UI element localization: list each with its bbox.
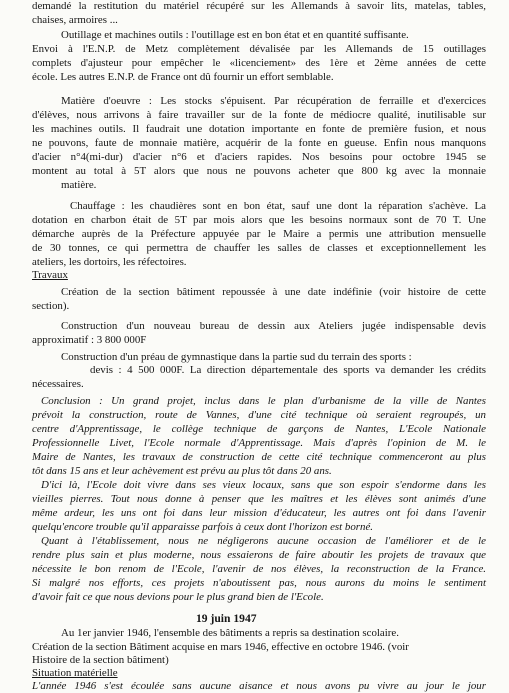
text-line: Professionnelle Livet, l'Ecole normale d'Apprentissage. Mais d'après l'opinion de M. le (32, 437, 486, 449)
text-line: approximatif : 3 800 000F (32, 334, 147, 346)
text-line: ne pouvons, faute de monnaie matière, acquérir de la fonte en gueuse. Enfin nous manquons (32, 137, 486, 149)
text-line: Quant à l'établissement, nous ne négligerons aucune occasion de l'améliorer et de le (41, 535, 486, 547)
text-line: Création de la section bâtiment repoussée à une date indéfinie (voir histoire de cette (61, 286, 486, 298)
text-line: Envoi à l'E.N.P. de Metz complètement dévalisée par les Allemands de 15 outillages (32, 43, 486, 55)
date-heading: 19 juin 1947 (196, 612, 257, 625)
text-line: Chauffage : les chaudières sont en bon état, sauf une dont la réparation s'achève. La (70, 200, 486, 212)
text-line: L'année 1946 s'est écoulée sans aucune aisance et nous avons pu vivre au jour le jour (32, 680, 486, 692)
text-line: prévoit la construction, route de Vannes, d'une cité technique où seraient regroupés, un (32, 409, 486, 421)
text-line: Conclusion : Un grand projet, inclus dans le plan d'urbanisme de la ville de Nantes (41, 395, 486, 407)
text-line: Maire de Nantes, les travaux de construction de cette cité technique commenceront au plus (32, 451, 486, 463)
section-heading-situation: Situation matérielle (32, 667, 118, 679)
text-line: demandé la restitution du matériel récupéré sur les Allemands à savoir lits, matelas, tables, (32, 0, 486, 12)
text-line: tôt dans 15 ans et leur achèvement est prévu au plus tôt dans 20 ans. (32, 465, 332, 477)
text-line: devis : 4 500 000F. La direction départementale des sports va demander les crédits (90, 364, 486, 376)
text-line: montent au total à 5T alors que nous ne pouvons acheter que 800 kg avec la monnaie (32, 165, 486, 177)
text-line: les machines outils. Il faudrait une dotation importante en fonte de première fusion, et nous (32, 123, 486, 135)
text-line: vieilles pierres. Tout nous donne à penser que les maîtres et les élèves sont animés d'une (32, 493, 486, 505)
text-line: Construction d'un nouveau bureau de dessin aux Ateliers jugée indispensable devis (61, 320, 486, 332)
text-line: D'ici là, l'Ecole doit vivre dans ses vieux locaux, sans que son espoir s'endorme dans les (41, 479, 486, 491)
text-line: ateliers, les dortoirs, les réfectoires. (32, 256, 187, 268)
text-line: démarche auprès de la Préfecture appuyée par le Maire a permis une attribution mensuelle (32, 228, 486, 240)
text-line: Matière d'oeuvre : Les stocks s'épuisent. Par récupération de ferraille et d'exercices (61, 95, 486, 107)
text-line: Histoire de la section bâtiment) (32, 654, 169, 666)
text-line: nécessite le bon renom de l'Ecole, l'avenir de nos élèves, la reconstruction de la France. (32, 563, 486, 575)
text-line: Création de la section Bâtiment acquise en mars 1946, effective en octobre 1946. (voir (32, 641, 409, 653)
text-line: chaises, armoires ... (32, 14, 118, 26)
text-line: Si malgré nos efforts, ces projets n'aboutissent pas, nous aurons du moins le sentiment (32, 577, 486, 589)
text-line: école. Les autres E.N.P. de France ont dû fournir un effort semblable. (32, 71, 334, 83)
text-line: matière. (61, 179, 97, 191)
text-line: quelqu'encore trouble qu'il apparaisse parfois à ceux dont l'horizon est borné. (32, 521, 374, 533)
text-line: Au 1er janvier 1946, l'ensemble des bâtiments a repris sa destination scolaire. (61, 627, 399, 639)
section-heading-travaux: Travaux (32, 269, 68, 281)
text-line: centre d'Apprentissage, le collège technique de garçons de Nantes, L'Ecole Nationale (32, 423, 486, 435)
text-line: Construction d'un préau de gymnastique dans la partie sud du terrain des sports : (61, 351, 412, 363)
text-line: rendre plus sain et plus moderne, nous essaierons de faire aboutir les projets de travaux que (32, 549, 486, 561)
text-line: section). (32, 300, 70, 312)
text-line: complets d'ajusteur pour empêcher le «licenciement» des 1ère et 2ème années de cette (32, 57, 486, 69)
text-line: Outillage et machines outils : l'outillage est en bon état et en quantité suffisante. (61, 29, 409, 41)
text-line: d'élèves, nous arrivons à faire travailler sur de la fonte de médiocre qualité, inutilisable sur (32, 109, 486, 121)
text-line: dotation en charbon était de 5T par mois alors que les besoins normaux sont de 70 T. Une (32, 214, 486, 226)
text-line: d'avoir fait ce que nous devions pour le plus grand bien de l'Ecole. (32, 591, 324, 603)
text-line: d'acier n°4(mi-dur) d'acier n°6 et d'aciers rapides. Nos besoins pour octobre 1945 se (32, 151, 486, 163)
text-line: nécessaires. (32, 378, 84, 390)
text-line: de 30 tonnes, ce qui permettra de chauffer les salles de classes et exceptionnellement les (32, 242, 486, 254)
text-line: même ardeur, les uns ont foi dans leur mission d'éducateur, les autres ont foi dans l'avenir (32, 507, 486, 519)
